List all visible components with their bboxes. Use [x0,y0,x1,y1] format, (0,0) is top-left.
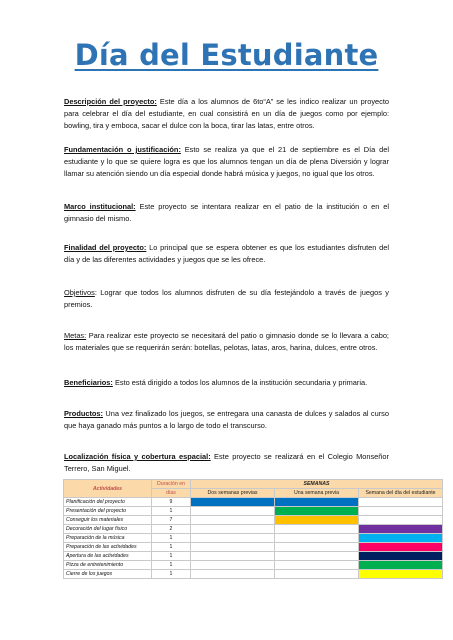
header-duration: Duración en [152,480,191,489]
gantt-cell [275,516,359,525]
gantt-cell [275,507,359,516]
section-heading: Objetivos [64,288,95,297]
section-finalidad [64,242,389,266]
section-localizacion [64,451,389,475]
duration-cell: 1 [152,507,191,516]
duration-cell: 1 [152,534,191,543]
duration-cell: 9 [152,498,191,507]
section-text: Para realizar este proyecto se necesitará del patio o gimnasio donde se lo llevara a cabo; los materiales que se requerirán serán: botellas, pelotas, latas, aros, harina, dulces, entre otros. [64,331,389,352]
gantt-cell [275,570,359,579]
gantt-cell [359,543,443,552]
gantt-cell [359,507,443,516]
activity-cell: Preparación de la música [64,534,152,543]
activity-cell: Apertura de las actividades [64,552,152,561]
table-row [64,516,443,525]
gantt-cell [191,552,275,561]
section-beneficiarios [64,377,389,389]
table-row [64,498,443,507]
section-heading: Fundamentación o justificación: [64,145,181,154]
activity-cell: Decoración del lugar físico [64,525,152,534]
section-productos [64,408,389,432]
gantt-cell [359,498,443,507]
activity-cell: Planificación del proyecto [64,498,152,507]
section-heading: Beneficiarios: [64,378,113,387]
table-row [64,543,443,552]
gantt-cell [275,543,359,552]
gantt-cell [275,498,359,507]
section-fundamentacion [64,144,389,180]
section-heading: Localización física y cobertura espacial: [64,452,211,461]
duration-cell: 1 [152,561,191,570]
gantt-cell [191,570,275,579]
gantt-cell [359,525,443,534]
section-text: Esto está dirigido a todos los alumnos de la institución secundaria y primaria. [112,378,368,387]
gantt-cell [275,525,359,534]
gantt-cell [275,552,359,561]
table-row [64,525,443,534]
section-descripcion [64,96,389,132]
gantt-cell [275,561,359,570]
header-week: Dos semanas previas [191,489,275,498]
gantt-cell [191,534,275,543]
section-marco [64,201,389,225]
section-text: Este proyecto se realizará en el Colegio Monseñor Terrero, San Miguel. [64,452,389,473]
section-text: Este día a los alumnos de 6to“A” se les indico realizar un proyecto para celebrar el día del estudiante, en cual consistirá en un día de juegos como por ejemplo: bowling, tira y emboca, sacar el dulce con la boca, tirar las latas, entre otros. [64,97,390,130]
gantt-cell [191,543,275,552]
gantt-cell [191,498,275,507]
table-row [64,507,443,516]
table-body [64,498,443,579]
duration-cell: 1 [152,543,191,552]
activity-cell: Presentación del proyecto [64,507,152,516]
gantt-cell [191,525,275,534]
section-heading: Productos: [64,409,104,418]
section-objetivos [64,287,389,311]
table-row [64,552,443,561]
gantt-cell [359,561,443,570]
section-text: Una vez finalizado los juegos, se entregara una canasta de dulces y salados al curso que haya ganado más puntos a lo largo de todo el transcurso. [64,409,389,430]
header-activities: Actividades [64,480,152,498]
schedule-table [63,479,443,579]
duration-cell: 1 [152,552,191,561]
gantt-cell [191,516,275,525]
activity-cell: Cierre de los juegos [64,570,152,579]
header-duration-unit: días [152,489,191,498]
section-heading: Finalidad del proyecto: [64,243,147,252]
duration-cell: 1 [152,570,191,579]
gantt-cell [359,570,443,579]
activity-cell: Conseguir los materiales [64,516,152,525]
section-heading: Marco institucional: [64,202,136,211]
section-heading: Metas: [64,331,87,340]
activity-cell: Preparación de las actividades [64,543,152,552]
header-semanas: SEMANAS [191,480,443,489]
section-text: : Lograr que todos los alumnos disfruten de su día festejándolo a través de juegos y premios. [64,288,389,309]
header-week: Una semana previa [275,489,359,498]
section-heading: Descripción del proyecto: [64,97,157,106]
section-text: Este proyecto se intentara realizar en el patio de la institución o en el gimnasio del mismo. [64,202,389,223]
table-row [64,570,443,579]
page-title: Día del Estudiante [74,38,379,72]
header-week: Semana del día del estudiante [359,489,443,498]
activity-cell: Pizza de entretenimiento [64,561,152,570]
gantt-cell [359,534,443,543]
table-row [64,561,443,570]
section-metas [64,330,389,354]
section-text: Esto se realiza ya que el 21 de septiembre es el Día del estudiante y lo que se quiere logra es que los alumnos tengan un día de plena Diversión y lograr llamar su atención siendo un día especial donde habrá música y juegos, no igual que los otros. [64,145,389,178]
gantt-cell [191,507,275,516]
table-row [64,534,443,543]
gantt-cell [191,561,275,570]
gantt-cell [275,534,359,543]
table-header-row [64,480,443,489]
duration-cell: 2 [152,525,191,534]
gantt-cell [359,516,443,525]
duration-cell: 7 [152,516,191,525]
gantt-cell [359,552,443,561]
section-text: Lo principal que se espera obtener es que los estudiantes disfruten del día y de las diferentes actividades y juegos que se les ofrece. [64,243,389,264]
